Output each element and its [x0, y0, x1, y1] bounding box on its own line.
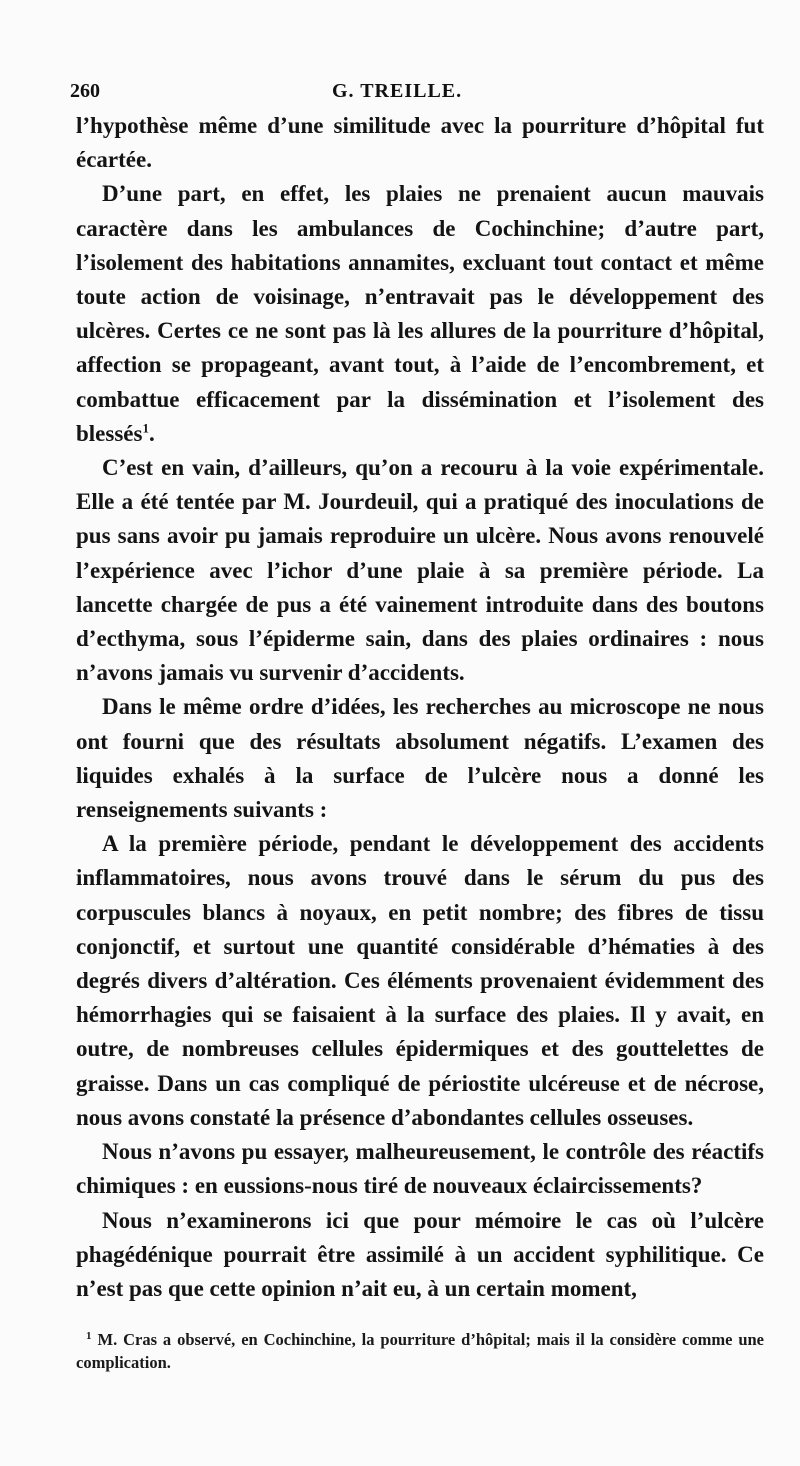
- paragraph-text: D’une part, en effet, les plaies ne prenaient aucun mauvais caractère dans les ambulances de Cochinchine; d’autre part, l’isolement des habitations annamites, excluant tout contact et même toute action de voisinage, n’entravait pas le développement des ulcères. Certes ce ne sont pas là les allures de la pourriture d’hôpital, affection se propageant, avant tout, à l’aide de l’encombrement, et combattue efficacement par la dissémination et l’isolement des blessés: [76, 181, 764, 446]
- body-text: [76, 109, 764, 1306]
- page-number: 260: [70, 80, 100, 102]
- paragraph: l’hypothèse même d’une similitude avec la pourriture d’hôpital fut écartée.: [76, 113, 764, 173]
- footnote-text: M. Cras a observé, en Cochinchine, la pourriture d’hôpital; mais il la considère comme une complication.: [76, 1330, 764, 1372]
- paragraph: Nous n’avons pu essayer, malheureusement, le contrôle des réactifs chimiques : en eussions-nous tiré de nouveaux éclaircissements?: [76, 1139, 764, 1199]
- paragraph: C’est en vain, d’ailleurs, qu’on a recouru à la voie expérimentale. Elle a été tentée par M. Jourdeuil, qui a pratiqué des inoculations de pus sans avoir pu jamais reproduire un ulcère. Nous avons renouvelé l’expérience avec l’ichor d’une plaie à sa première période. La lancette chargée de pus a été vainement introduite dans des boutons d’ecthyma, sous l’épiderme sain, dans des plaies ordinaires : nous n’avons jamais vu survenir d’accidents.: [76, 455, 764, 686]
- paragraph: Nous n’examinerons ici que pour mémoire le cas où l’ulcère phagédénique pourrait être assimilé à un accident syphilitique. Ce n’est pas que cette opinion n’ait eu, à un certain moment,: [76, 1207, 764, 1301]
- footnote-reference: 1: [142, 420, 149, 436]
- paragraph: D’une part, en effet, les plaies ne prenaient aucun mauvais caractère dans les ambulances de Cochinchine; d’autre part, l’isolement des habitations annamites, excluant tout contact et même toute action de voisinage, n’entravait pas le développement des ulcères. Certes ce ne sont pas là les allures de la pourriture d’hôpital, affection se propageant, avant tout, à l’aide de l’encombrement, et combattue efficacement par la dissémination et l’isolement des blessés$^1$.: [76, 181, 764, 446]
- running-head: G. TREILLE.: [332, 80, 463, 102]
- paragraph: Dans le même ordre d’idées, les recherches au microscope ne nous ont fourni que des résultats absolument négatifs. L’examen des liquides exhalés à la surface de l’ulcère nous a donné les renseignements suivants :: [76, 694, 764, 823]
- footnote-marker: 1: [86, 1329, 92, 1342]
- footnote: [76, 1328, 764, 1374]
- paragraph: A la première période, pendant le développement des accidents inflammatoires, nous avons trouvé dans le sérum du pus des corpuscules blancs à noyaux, en petit nombre; des fibres de tissu conjonctif, et surtout une quantité considérable d’hématies à des degrés divers d’altération. Ces éléments provenaient évidemment des hémorrhagies qui se faisaient à la surface des plaies. Il y avait, en outre, de nombreuses cellules épidermiques et des gouttelettes de graisse. Dans un cas compliqué de périostite ulcéreuse et de nécrose, nous avons constaté la présence d’abondantes cellules osseuses.: [76, 831, 764, 1130]
- page-header: [70, 80, 790, 110]
